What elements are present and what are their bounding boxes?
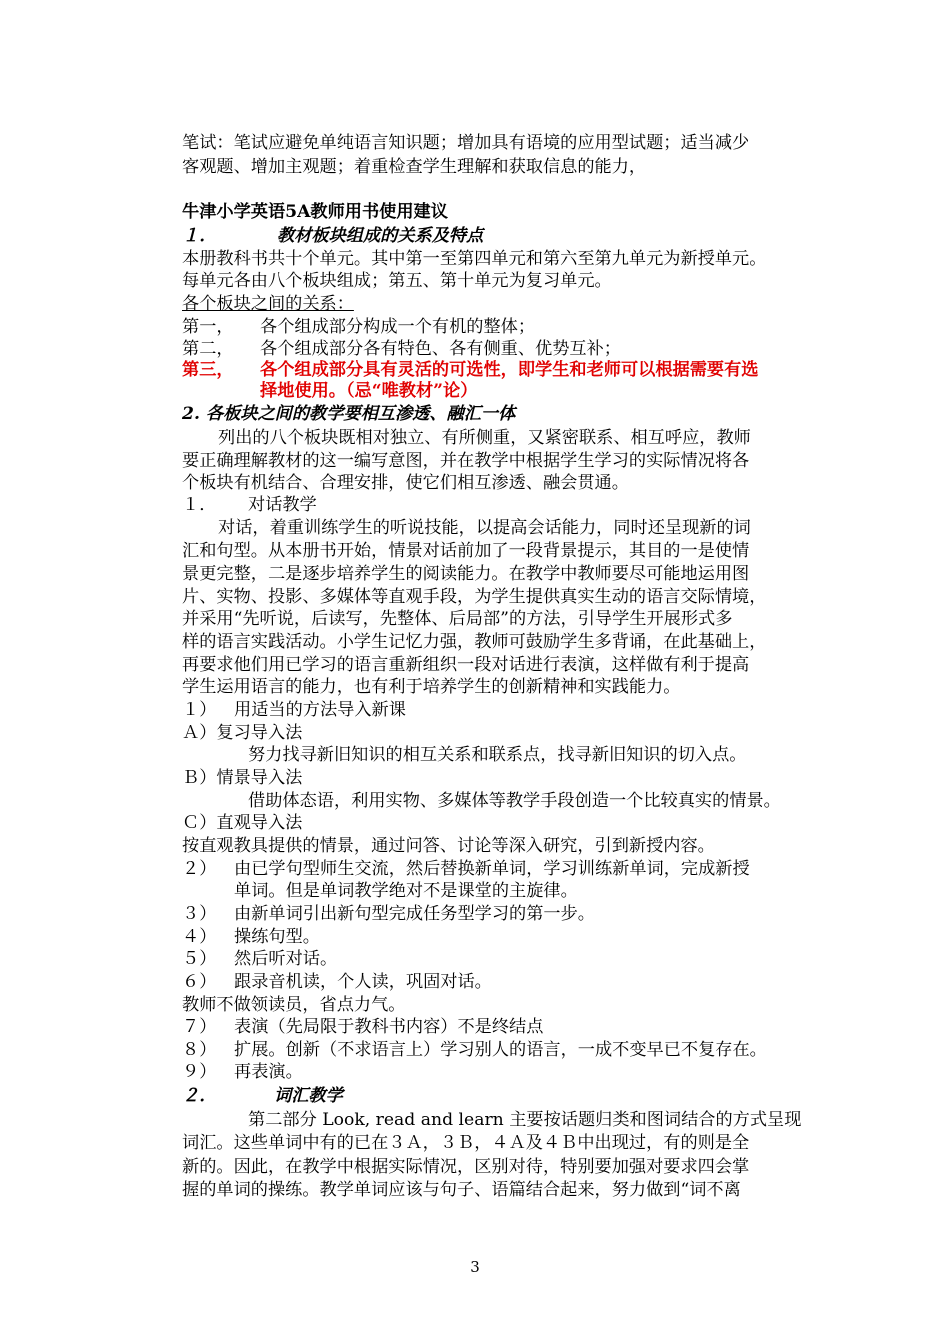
method-desc: 努力找寻新旧知识的相互关系和联系点，找寻新旧知识的切入点。 [248, 745, 747, 765]
relation-label: 各个板块之间的关系： [182, 294, 354, 314]
step-text: 然后听对话。 [234, 949, 338, 969]
list-item-label: 第一， [182, 317, 234, 337]
step-item [182, 1016, 544, 1038]
list-item-label: 第三， [182, 360, 234, 380]
step-text: 扩展。创新（不求语言上）学习别人的语言，一成不变早已不复存在。 [234, 1040, 767, 1060]
page-number: 3 [470, 1258, 480, 1276]
method-label: Ｂ）情景导入法 [182, 768, 303, 788]
paragraph-line: 列出的八个板块既相对独立、有所侧重，又紧密联系、相互呼应，教师 [218, 428, 751, 448]
step-text: 表演（先局限于教科书内容）不是终结点 [234, 1017, 544, 1037]
paragraph-line: 新的。因此，在教学中根据实际情况，区别对待，特别要加强对要求四会掌 [182, 1157, 750, 1177]
method-label: Ａ）复习导入法 [182, 723, 303, 743]
paragraph-line: 并采用“先听说，后读写，先整体、后局部”的方法，引导学生开展形式多 [182, 609, 733, 629]
paragraph-line: 要正确理解教材的这一编写意图，并在教学中根据学生学习的实际情况将各 [182, 451, 750, 471]
step-number: ７） [182, 1017, 217, 1037]
list-item-text-continued: 择地使用。（忌“唯教材”论） [260, 381, 478, 401]
step-number: ５） [182, 949, 217, 969]
paragraph-line: 第二部分 Look, read and learn 主要按话题归类和图词结合的方式呈现 [248, 1110, 802, 1130]
paragraph-line: 个板块有机结合、合理安排，使它们相互渗透、融会贯通。 [182, 473, 629, 493]
paragraph-line: 词汇。这些单词中有的已在３Ａ，３Ｂ，４Ａ及４Ｂ中出现过，有的则是全 [182, 1133, 750, 1153]
step-text-continued: 单词。但是单词教学绝对不是课堂的主旋律。 [234, 881, 578, 901]
section-heading: 2. 各板块之间的教学要相互渗透、融汇一体 [182, 404, 516, 424]
step-number: ４） [182, 927, 217, 947]
list-item-text: 各个组成部分各有特色、各有侧重、优势互补； [260, 339, 621, 359]
step-item [182, 971, 492, 993]
method-desc: 按直观教具提供的情景，通过问答、讨论等深入研究，引到新授内容。 [182, 836, 715, 856]
intro-line: 客观题、增加主观题；着重检查学生理解和获取信息的能力， [182, 157, 647, 177]
step-text: 由新单词引出新句型完成任务型学习的第一步。 [234, 904, 595, 924]
step-text: 跟录音机读，个人读，巩固对话。 [234, 972, 492, 992]
paragraph-line: 景更完整，二是逐步培养学生的阅读能力。在教学中教师要尽可能地运用图 [182, 564, 750, 584]
list-item [182, 316, 536, 338]
document-title: 牛津小学英语5A教师用书使用建议 [182, 202, 448, 222]
step-item [182, 903, 595, 925]
subsection-number: ２． [182, 1086, 217, 1106]
step-note: 教师不做领读员，省点力气。 [182, 995, 406, 1015]
list-item-text: 各个组成部分构成一个有机的整体； [260, 317, 536, 337]
section-heading [182, 225, 484, 247]
step-text: 操练句型。 [234, 927, 320, 947]
subsection-number: １． [182, 495, 217, 515]
step-text: 再表演。 [234, 1062, 303, 1082]
step-text: 由已学句型师生交流，然后替换新单词，学习训练新单词，完成新授 [234, 859, 750, 879]
step-text: 用适当的方法导入新课 [234, 700, 406, 720]
paragraph-line: 汇和句型。从本册书开始，情景对话前加了一段背景提示，其目的一是使情 [182, 541, 750, 561]
intro-line: 笔试：笔试应避免单纯语言知识题；增加具有语境的应用型试题；适当减少 [182, 133, 750, 153]
list-item-highlight [182, 359, 759, 381]
step-number: ２） [182, 859, 217, 879]
paragraph-line: 片、实物、投影、多媒体等直观手段，为学生提供真实生动的语言交际情境， [182, 587, 767, 607]
list-item-label: 第二， [182, 339, 234, 359]
paragraph-line: 学生运用语言的能力，也有利于培养学生的创新精神和实践能力。 [182, 677, 681, 697]
step-number: ６） [182, 972, 217, 992]
step-item [182, 926, 320, 948]
step-number: ８） [182, 1040, 217, 1060]
paragraph-line: 再要求他们用已学习的语言重新组织一段对话进行表演，这样做有利于提高 [182, 655, 750, 675]
subsection-title: 词汇教学 [274, 1086, 343, 1106]
step-item [182, 948, 338, 970]
step-item [182, 858, 750, 880]
step-number: ３） [182, 904, 217, 924]
section-number: １． [182, 226, 217, 246]
paragraph-line: 对话，着重训练学生的听说技能，以提高会话能力，同时还呈现新的词 [218, 518, 751, 538]
list-item [182, 338, 621, 360]
step-item [182, 1039, 767, 1061]
method-label: Ｃ）直观导入法 [182, 813, 303, 833]
subsection-heading [182, 1085, 343, 1107]
paragraph-line: 每单元各由八个板块组成；第五、第十单元为复习单元。 [182, 271, 612, 291]
step-number: １） [182, 700, 217, 720]
subsection-title: 对话教学 [248, 495, 317, 515]
method-desc: 借助体态语，利用实物、多媒体等教学手段创造一个比较真实的情景。 [248, 791, 781, 811]
paragraph-line: 握的单词的操练。教学单词应该与句子、语篇结合起来，努力做到“词不离 [182, 1180, 741, 1200]
step-number: ９） [182, 1062, 217, 1082]
paragraph-line: 样的语言实践活动。小学生记忆力强，教师可鼓励学生多背诵，在此基础上， [182, 632, 767, 652]
list-item-text: 各个组成部分具有灵活的可选性，即学生和老师可以根据需要有选 [260, 360, 759, 380]
section-title: 教材板块组成的关系及特点 [277, 226, 484, 246]
step-item [182, 1061, 303, 1083]
paragraph-line: 本册教科书共十个单元。其中第一至第四单元和第六至第九单元为新授单元。 [182, 249, 767, 269]
subsection-heading [182, 494, 317, 516]
step-item [182, 699, 406, 721]
